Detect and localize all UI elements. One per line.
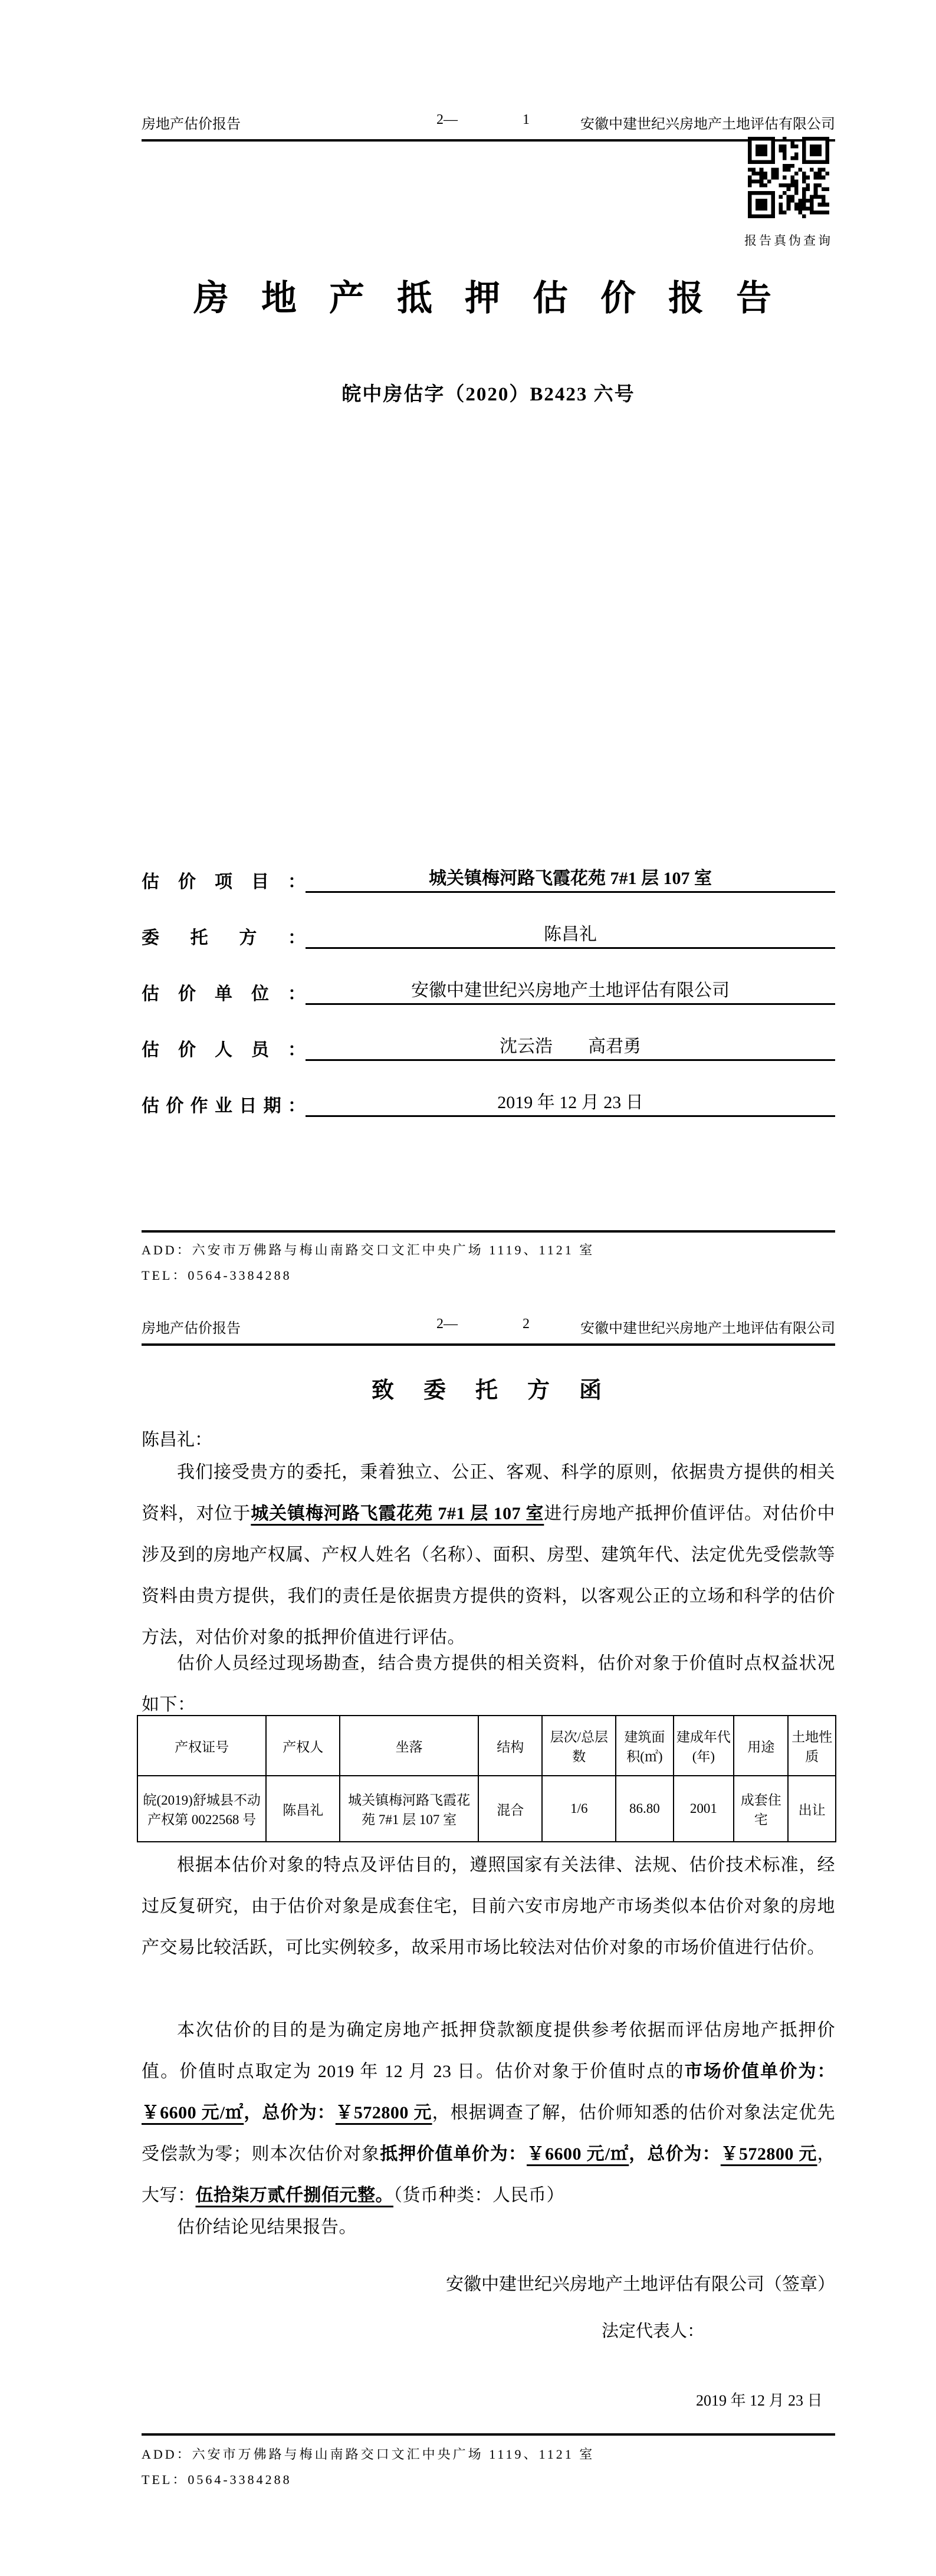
table-header-cell: 层次/总层数: [542, 1716, 616, 1776]
qr-label: 报告真伪查询: [744, 234, 833, 248]
table-cell-use: 成套住宅: [734, 1776, 788, 1842]
footer-address: ADD：六安市万佛路与梅山南路交口文汇中央广场 1119、1121 室: [142, 1243, 595, 1257]
footer-tel: TEL：0564-3384288: [142, 1268, 292, 1283]
letter-paragraph-3: 根据本估价对象的特点及评估目的，遵照国家有关法律、法规、估价技术标准，经过反复研究，由于估价对象是成套住宅，目前六安市房地产市场类似本估价对象的房地产交易比较活跃，可比实例较多，故采用市场比较法对估价对象的市场价值进行估价。: [142, 1855, 835, 1957]
letter-heading: 致 委 托 方 函: [371, 1378, 605, 1403]
field-label: 估价作业日期：: [142, 1096, 306, 1116]
signature-date: 2019 年 12 月 23 日: [696, 2392, 823, 2409]
footer-address: ADD：六安市万佛路与梅山南路交口文汇中央广场 1119、1121 室: [142, 2447, 595, 2462]
table-header-cell: 土地性质: [788, 1716, 836, 1776]
page2-footer: [142, 2442, 835, 2492]
qr-code: [748, 137, 829, 218]
table-header-cell: 产权人: [266, 1716, 340, 1776]
header-page-number: 2— 1: [436, 112, 530, 127]
field-label: 估价人员：: [142, 1040, 306, 1060]
table-header-cell: 产权证号: [137, 1716, 266, 1776]
signature-company: 安徽中建世纪兴房地产土地评估有限公司（签章）: [446, 2275, 835, 2294]
letter-paragraph-2: 估价人员经过现场勘查，结合贵方提供的相关资料，估价对象于价值时点权益状况如下：: [142, 1654, 835, 1714]
report-title: 房 地 产 抵 押 估 价 报 告: [193, 279, 783, 318]
table-cell-owner: 陈昌礼: [266, 1776, 340, 1842]
footer-rule: [142, 2433, 835, 2436]
cover-fields: [142, 862, 835, 1142]
letter-paragraph-5: 估价结论见结果报告。: [177, 2217, 357, 2237]
qr-code-svg: [748, 137, 829, 218]
table-cell-area: 86.80: [616, 1776, 673, 1842]
page2-header: [142, 1316, 835, 1335]
letter-salutation: 陈昌礼：: [142, 1430, 212, 1450]
field-client: [142, 918, 835, 949]
field-value: 陈昌礼: [306, 919, 835, 949]
header-doc-type: 房地产估价报告: [142, 1321, 241, 1336]
report-doc-number: 皖中房估字（2020）B2423 六号: [341, 384, 635, 405]
field-value: 沈云浩 高君勇: [306, 1031, 835, 1061]
header-rule: [142, 139, 835, 142]
table-cell-cert-no: 皖(2019)舒城县不动产权第 0022568 号: [137, 1776, 266, 1842]
field-project: [142, 862, 835, 893]
table-row: [137, 1776, 836, 1842]
field-label: 估价项目：: [142, 872, 306, 892]
table-header-row: [137, 1716, 836, 1776]
header-doc-type: 房地产估价报告: [142, 117, 241, 132]
letter-paragraph-4: 本次估价的目的是为确定房地产抵押贷款额度提供参考依据而评估房地产抵押价值。价值时点取定为 2019 年 12 月 23 日。估价对象于价值时点的市场价值单价为：￥6600 元/㎡，总价为：￥572800 元，根据调查了解，估价师知悉的估价对象法定优先受偿款为零；则本次估价对象抵押价值单价为：￥6600 元/㎡，总价为：￥572800 元，大写：伍拾柒万贰仟捌佰元整。（货币种类：人民币）: [142, 2020, 836, 2205]
field-label: 委托方：: [142, 928, 306, 948]
footer-rule: [142, 1230, 835, 1233]
header-company: 安徽中建世纪兴房地产土地评估有限公司: [580, 117, 835, 132]
field-value: 2019 年 12 月 23 日: [306, 1087, 835, 1117]
field-value: 城关镇梅河路飞霞花苑 7#1 层 107 室: [306, 863, 835, 893]
table-cell-location: 城关镇梅河路飞霞花苑 7#1 层 107 室: [340, 1776, 478, 1842]
field-appraisers: [142, 1030, 835, 1061]
table-cell-floor: 1/6: [542, 1776, 616, 1842]
field-agency: [142, 974, 835, 1005]
field-date: [142, 1086, 835, 1117]
table-header-cell: 建筑面积(㎡): [616, 1716, 673, 1776]
table-header-cell: 坐落: [340, 1716, 478, 1776]
letter-paragraph-1: 我们接受贵方的委托，秉着独立、公正、客观、科学的原则，依据贵方提供的相关资料，对位于城关镇梅河路飞霞花苑 7#1 层 107 室进行房地产抵押价值评估。对估价中涉及到的房地产权属、产权人姓名（名称）、面积、房型、建筑年代、法定优先受偿款等资料由贵方提供，我们的责任是依据贵方提供的资料，以客观公正的立场和科学的估价方法，对估价对象的抵押价值进行评估。: [142, 1463, 836, 1647]
page1-header: [142, 112, 835, 131]
table-header-cell: 结构: [478, 1716, 542, 1776]
page1-footer: [142, 1237, 835, 1288]
table-cell-structure: 混合: [478, 1776, 542, 1842]
footer-tel: TEL：0564-3384288: [142, 2472, 292, 2487]
appraisal-table: [137, 1715, 836, 1842]
field-label: 估价单位：: [142, 984, 306, 1004]
table-cell-year: 2001: [674, 1776, 734, 1842]
header-company: 安徽中建世纪兴房地产土地评估有限公司: [580, 1321, 835, 1336]
field-value: 安徽中建世纪兴房地产土地评估有限公司: [306, 975, 835, 1005]
header-page-number: 2— 2: [436, 1316, 530, 1332]
table-header-cell: 建成年代(年): [674, 1716, 734, 1776]
header-rule: [142, 1343, 835, 1346]
signature-legal-rep: 法定代表人：: [602, 2322, 705, 2341]
table-cell-land: 出让: [788, 1776, 836, 1842]
table-header-cell: 用途: [734, 1716, 788, 1776]
